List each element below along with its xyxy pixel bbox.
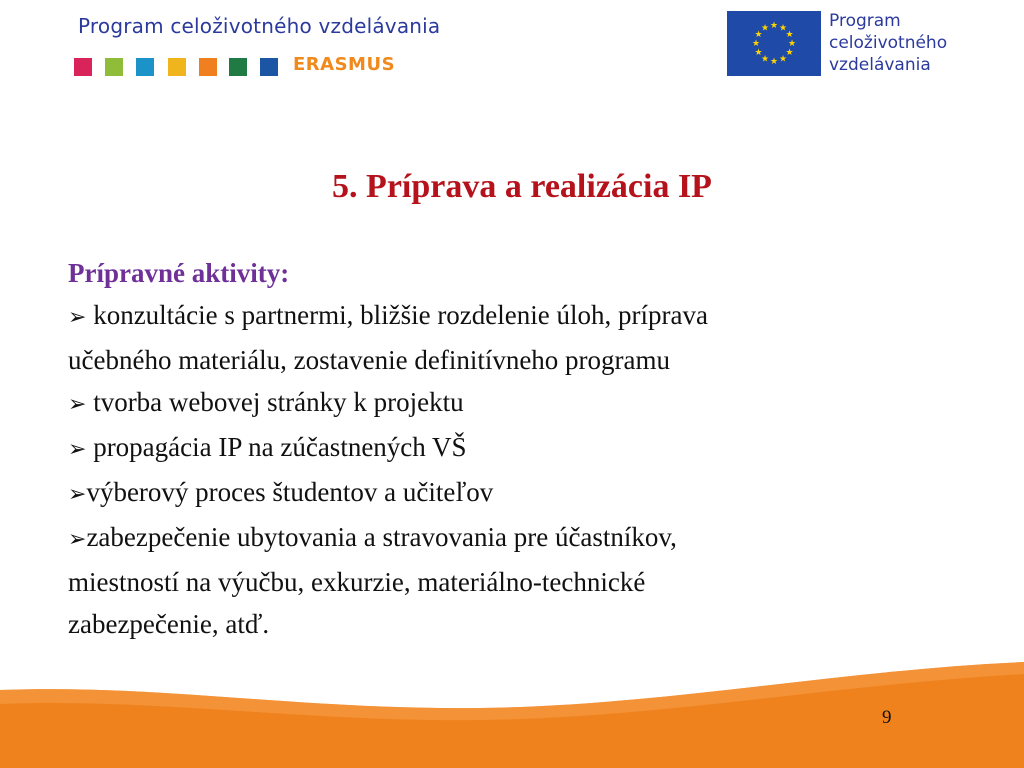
svg-text:★: ★ bbox=[778, 54, 788, 65]
bullet-text: miestností na výučbu, exkurzie, materiálno-technické bbox=[68, 567, 646, 597]
color-square bbox=[260, 58, 278, 76]
bullet-text: propagácia IP na zúčastnených VŠ bbox=[93, 432, 467, 462]
svg-text:★: ★ bbox=[778, 23, 788, 34]
eu-flag-icon bbox=[727, 11, 821, 76]
bullet-text: zabezpečenie, atď. bbox=[68, 609, 270, 639]
svg-text:★: ★ bbox=[769, 57, 779, 67]
color-square bbox=[105, 58, 123, 76]
color-square bbox=[168, 58, 186, 76]
svg-text:★: ★ bbox=[754, 48, 763, 58]
svg-text:★: ★ bbox=[785, 30, 794, 40]
slide-title: 5. Príprava a realizácia IP bbox=[332, 168, 712, 205]
bullet-text: zabezpečenie ubytovania a stravovania pre účastníkov, bbox=[86, 522, 677, 552]
svg-text:★: ★ bbox=[760, 54, 770, 65]
program-title: Program celoživotného vzdelávania bbox=[78, 14, 441, 38]
svg-text:★: ★ bbox=[760, 23, 770, 34]
bullet-text: výberový proces študentov a učiteľov bbox=[86, 477, 494, 507]
eu-logo-line: celoživotného bbox=[829, 33, 948, 53]
list-item bbox=[68, 426, 948, 471]
arrow-bullet-icon: ➢ bbox=[68, 482, 87, 507]
color-square bbox=[199, 58, 217, 76]
svg-text:★: ★ bbox=[787, 39, 797, 49]
bullet-text: učebného materiálu, zostavenie definitívneho programu bbox=[68, 345, 671, 375]
list-item bbox=[68, 381, 948, 426]
svg-text:★: ★ bbox=[769, 21, 779, 31]
arrow-bullet-icon: ➢ bbox=[68, 392, 87, 417]
color-square bbox=[229, 58, 247, 76]
list-item bbox=[68, 516, 948, 645]
slide-content bbox=[68, 252, 948, 645]
list-item bbox=[68, 294, 948, 381]
erasmus-label: ERASMUS bbox=[293, 54, 396, 75]
page-number: 9 bbox=[882, 707, 892, 728]
list-item bbox=[68, 471, 948, 516]
svg-text:★: ★ bbox=[785, 48, 794, 58]
svg-text:★: ★ bbox=[754, 30, 763, 40]
orange-wave-decoration bbox=[0, 640, 1024, 768]
subheading: Prípravné aktivity: bbox=[68, 258, 290, 288]
bullet-text: tvorba webovej stránky k projektu bbox=[93, 387, 464, 417]
bullet-text: konzultácie s partnermi, bližšie rozdelenie úloh, príprava bbox=[93, 300, 708, 330]
svg-text:★: ★ bbox=[751, 39, 761, 49]
arrow-bullet-icon: ➢ bbox=[68, 305, 87, 330]
eu-logo-text bbox=[829, 10, 947, 76]
arrow-bullet-icon: ➢ bbox=[68, 437, 87, 462]
color-square bbox=[136, 58, 154, 76]
color-square bbox=[74, 58, 92, 76]
arrow-bullet-icon: ➢ bbox=[68, 527, 87, 552]
eu-logo-line: Program bbox=[829, 11, 901, 31]
eu-logo-line: vzdelávania bbox=[829, 55, 931, 75]
